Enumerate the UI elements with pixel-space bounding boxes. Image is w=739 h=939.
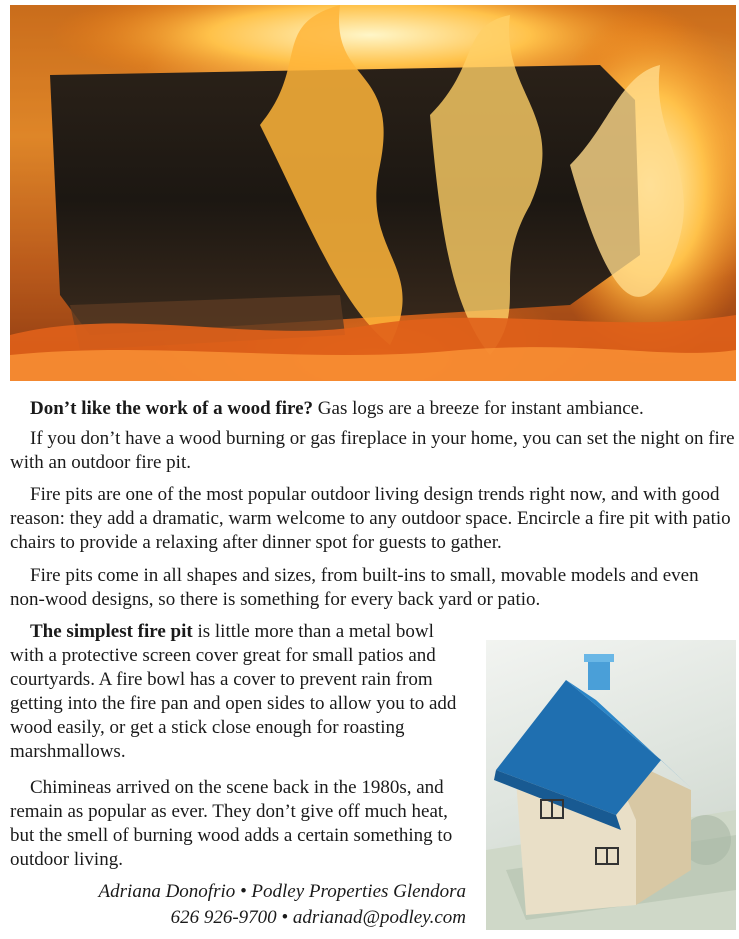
toy-house-photo <box>486 640 736 930</box>
signature-name-line: Adriana Donofrio • Podley Properties Glendora <box>98 881 466 902</box>
text-simplest-fire-pit: is little more than a metal bowl with a protective screen cover great for small patios and courtyards. A fire bowl has a cover to prevent rain from getting into the fire pan and open sides to allow you to add wood easily, or get a stick close enough for roasting marshmallows. <box>10 621 457 762</box>
paragraph-outdoor-fire-pit: If you don’t have a wood burning or gas fireplace in your home, you can set the night on fire with an outdoor fire pit. <box>10 428 735 473</box>
paragraph-shapes-sizes: Fire pits come in all shapes and sizes, from built-ins to small, movable models and even non-wood designs, so there is something for every back yard or patio. <box>10 565 699 610</box>
fireplace-photo <box>10 5 736 381</box>
text-gas-logs: Gas logs are a breeze for instant ambiance. <box>313 398 644 419</box>
paragraph-gas-logs <box>10 397 736 421</box>
signature-contact-line: 626 926-9700 • adrianad@podley.com <box>170 907 466 928</box>
paragraph-simplest-fire-pit <box>10 620 472 764</box>
lead-gas-logs: Don’t like the work of a wood fire? <box>30 398 314 419</box>
paragraph-chimineas: Chimineas arrived on the scene back in the 1980s, and remain as popular as ever. They don’t give off much heat, but the smell of burning wood adds a certain something to outdoor living. <box>10 777 453 870</box>
lead-simplest-fire-pit: The simplest fire pit <box>30 621 193 642</box>
paragraph-design-trends: Fire pits are one of the most popular outdoor living design trends right now, and with good reason: they add a dramatic, warm welcome to any outdoor space. Encircle a fire pit with patio chairs to provide a relaxing after dinner spot for guests to gather. <box>10 484 731 553</box>
